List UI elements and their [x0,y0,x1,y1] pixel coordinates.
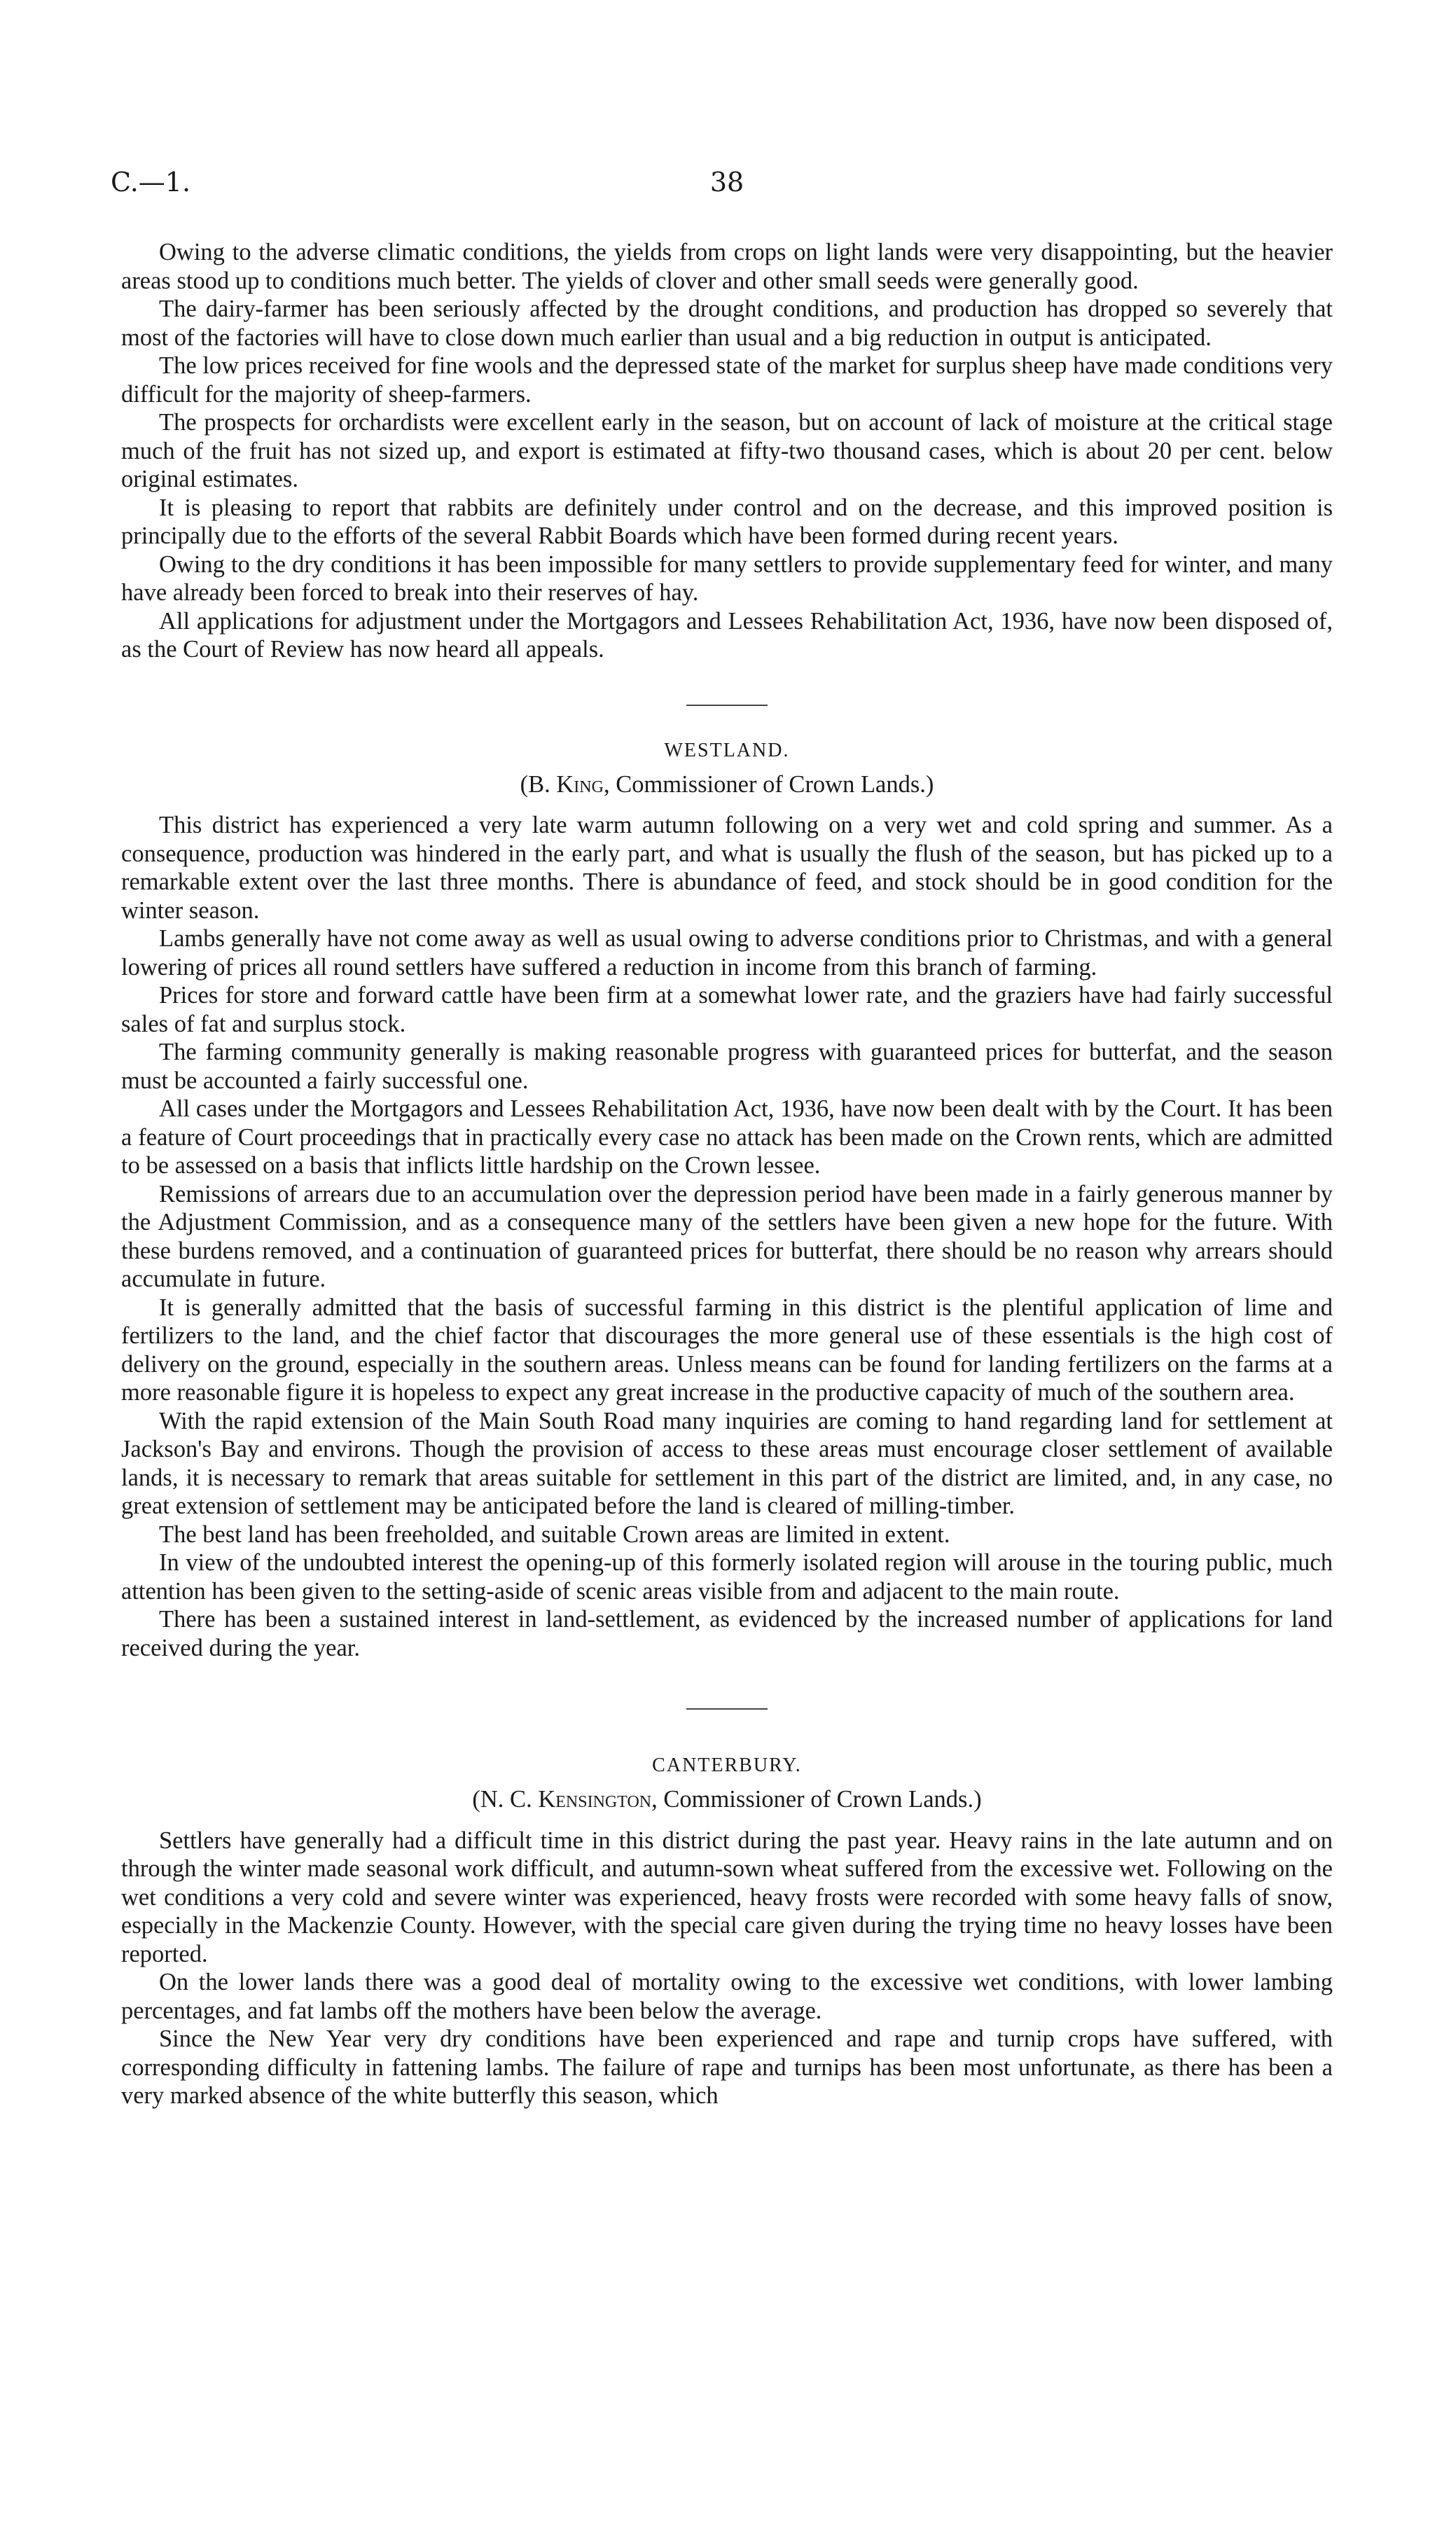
paragraph: Owing to the dry conditions it has been impossible for many settlers to provide supplementary feed for winter, and many have already been forced to break into their reserves of hay. [121,551,1333,606]
page-header [111,167,1343,209]
paragraph: Since the New Year very dry conditions have been experienced and rape and turnip crops have suffered, with corresponding difficulty in fattening lambs. The failure of rape and turnips has been most unfortunate, as there has been a very marked absence of the white butterfly this season, which [121,2026,1333,2109]
document-code: C.—1. [111,167,191,198]
paragraph: In view of the undoubted interest the opening-up of this formerly isolated region will arouse in the touring public, much attention has been given to the setting-aside of scenic areas visible from and adjacent to the main route. [121,1549,1333,1605]
commissioner-line-canterbury [121,1785,1333,1814]
paragraph: Settlers have generally had a difficult time in this district during the past year. Heavy rains in the late autumn and on through the winter made seasonal work difficult, and autumn-sown wheat suffered from the excessive wet. Following on the wet conditions a very cold and severe winter was experienced, heavy frosts were recorded with some heavy falls of snow, especially in the Mackenzie County. However, with the special care given during the trying time no heavy losses have been reported. [121,1827,1333,1967]
paragraph: There has been a sustained interest in land-settlement, as evidenced by the increased number of applications for land received during the year. [121,1606,1333,1661]
section-divider [686,705,768,706]
document-body [121,238,1333,2110]
westland-section [121,737,1333,1663]
paragraph: The best land has been freeholded, and suitable Crown areas are limited in extent. [159,1521,950,1548]
section-heading-westland: WESTLAND. [664,739,790,761]
paragraph: With the rapid extension of the Main South Road many inquiries are coming to hand regarding land for settlement at Jackson's Bay and environs. Though the provision of access to these areas must encourage closer settlement of available lands, it is necessary to remark that areas suitable for settlement in this part of the district are limited, and, in any case, no great extension of settlement may be anticipated before the land is cleared of milling-timber. [121,1407,1333,1519]
page-number: 38 [709,167,744,198]
paragraph: On the lower lands there was a good deal of mortality owing to the excessive wet conditions, with lower lambing percentages, and fat lambs off the mothers have been below the average. [121,1969,1333,2024]
paragraph: All cases under the Mortgagors and Lessees Rehabilitation Act, 1936, have now been dealt with by the Court. It has been a feature of Court proceedings that in practically every case no attack has been made on the Crown rents, which are admitted to be assessed on a basis that inflicts little hardship on the Crown lessee. [121,1095,1333,1179]
section-heading-canterbury: CANTERBURY. [652,1754,802,1776]
paragraph: Lambs generally have not come away as well as usual owing to adverse conditions prior to Christmas, and with a general lowering of prices all round settlers have suffered a reduction in income from this branch of farming. [121,925,1333,981]
section-divider [686,1708,768,1710]
paragraph: Owing to the adverse climatic conditions, the yields from crops on light lands were very disappointing, but the heavier areas stood up to conditions much better. The yields of clover and other small seeds were generally good. [121,239,1333,294]
commissioner-prefix: ( [472,1786,480,1813]
commissioner-role: , Commissioner of Crown Lands.) [603,770,934,798]
paragraph: Prices for store and forward cattle have been firm at a somewhat lower rate, and the graziers have had fairly successful sales of fat and surplus stock. [121,982,1333,1037]
commissioner-prefix: ( [520,770,529,798]
paragraph: The prospects for orchardists were excellent early in the season, but on account of lack of moisture at the critical stage much of the fruit has not sized up, and export is estimated at fifty-two thousand cases, which is about 20 per cent. below original estimates. [121,409,1333,492]
commissioner-name: N. C. Kensington [480,1786,652,1813]
commissioner-role: , Commissioner of Crown Lands.) [651,1786,982,1813]
paragraph: Remissions of arrears due to an accumulation over the depression period have been made in a fairly generous manner by the Adjustment Commission, and as a consequence many of the settlers have been given a new hope for the future. With these burdens removed, and a continuation of guaranteed prices for butterfat, there should be no reason why arrears should accumulate in future. [121,1180,1333,1292]
intro-section [121,238,1333,664]
commissioner-line-westland [121,770,1333,799]
paragraph: The low prices received for fine wools and the depressed state of the market for surplus sheep have made conditions very difficult for the majority of sheep-farmers. [121,352,1333,408]
canterbury-section [121,1752,1333,2110]
paragraph: The dairy-farmer has been seriously affected by the drought conditions, and production has dropped so severely that most of the factories will have to close down much earlier than usual and a big reduction in output is anticipated. [121,296,1333,351]
paragraph: It is pleasing to report that rabbits are definitely under control and on the decrease, and this improved position is principally due to the efforts of the several Rabbit Boards which have been formed during recent years. [121,494,1333,549]
paragraph: It is generally admitted that the basis of successful farming in this district is the plentiful application of lime and fertilizers to the land, and the chief factor that discourages the more general use of these essentials is the high cost of delivery on the ground, especially in the southern areas. Unless means can be found for landing fertilizers on the farms at a more reasonable figure it is hopeless to expect any great increase in the productive capacity of much of the southern area. [121,1294,1333,1406]
paragraph: All applications for adjustment under the Mortgagors and Lessees Rehabilitation Act, 1936, have now been disposed of, as the Court of Review has now heard all appeals. [121,607,1333,663]
paragraph: This district has experienced a very late warm autumn following on a very wet and cold spring and summer. As a consequence, production was hindered in the early part, and what is usually the flush of the season, but has picked up to a remarkable extent over the last three months. There is abundance of feed, and stock should be in good condition for the winter season. [121,812,1333,924]
commissioner-name: B. King [528,770,604,798]
paragraph: The farming community generally is making reasonable progress with guaranteed prices for butterfat, and the season must be accounted a fairly successful one. [121,1039,1333,1094]
